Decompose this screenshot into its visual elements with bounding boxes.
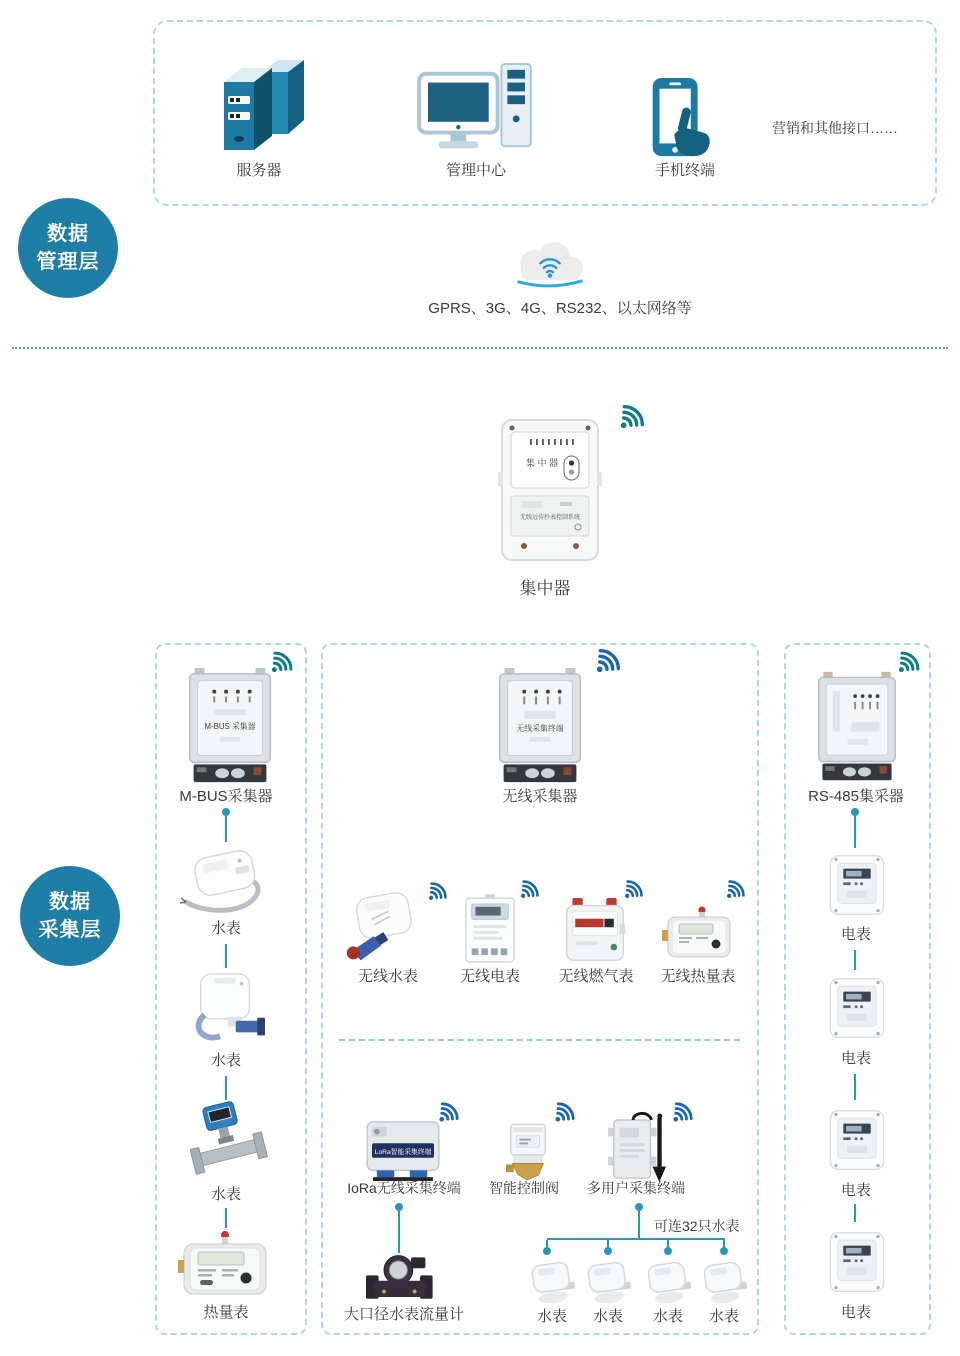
large-flow-meter-device [362,1252,442,1306]
water-meter-label: 水表 [210,1186,241,1203]
small-water-meter-device [527,1256,577,1308]
electric-meter-device [825,850,889,922]
connector-line [854,816,856,848]
connector-dot [635,1203,643,1211]
multi-user-terminal-label: 多用户采集终端 [587,1180,685,1196]
connector-line [854,1074,856,1100]
water-meter-device [184,970,268,1048]
connector-line [225,1076,227,1100]
wifi-icon [548,1100,578,1128]
small-water-meter-label: 水表 [592,1308,623,1325]
connector-dot [543,1247,551,1255]
electric-meter-device [825,1226,889,1300]
small-water-meter-device [699,1256,749,1308]
wifi-icon [720,878,748,904]
connector-dot [720,1247,728,1255]
connector-dot [395,1203,403,1211]
server-icon [212,50,308,162]
other-interfaces-note: 营销和其他接口…… [772,120,898,136]
wifi-icon [588,646,624,680]
server-label: 服务器 [236,162,282,179]
electric-meter-device [825,972,889,1046]
wifi-icon [432,1100,462,1128]
connector-line [854,1204,856,1222]
small-water-meter-label: 水表 [708,1308,739,1325]
connector-line [225,1208,227,1228]
wireless-collector-device [494,666,586,786]
heat-meter-device [178,1230,272,1300]
mbus-collector-label: M-BUS采集器 [179,788,273,805]
smart-valve-device [506,1122,550,1184]
wireless-water-meter-device [344,888,422,964]
management-center-label: 管理中心 [445,162,506,179]
small-water-meter-label: 水表 [652,1308,683,1325]
multi-user-terminal-device [606,1112,668,1186]
small-water-meter-label: 水表 [536,1308,567,1325]
badge-line2: 采集层 [38,919,102,941]
svg-text:LoRa智能采集终端: LoRa智能采集终端 [374,1148,432,1156]
connector-line [225,816,227,842]
smart-valve-label: 智能控制阀 [489,1180,559,1196]
network-label: GPRS、3G、4G、RS232、以太网络等 [428,300,692,317]
inner-separator-line [339,1039,740,1041]
wireless-water-meter-label: 无线水表 [357,968,418,985]
connector-line [225,944,227,968]
connector-line [547,1238,725,1240]
large-flow-meter-label: 大口径水表流量计 [343,1306,464,1323]
flow-instrument-device [182,1102,268,1186]
lora-terminal-device [364,1120,442,1182]
electric-meter-label: 电表 [840,1182,871,1199]
wifi-icon [514,878,542,904]
badge-line2: 管理层 [36,251,100,273]
connector-line [854,950,856,970]
wireless-collector-label: 无线采集器 [502,788,578,805]
rs485-collector-label: RS-485集采器 [808,788,904,805]
wifi-icon [666,1100,696,1128]
mobile-phone-label: 手机终端 [654,162,715,179]
connector-line [638,1211,640,1239]
lora-terminal-label: IoRa无线采集终端 [347,1180,461,1196]
wireless-heat-meter-device [662,906,734,964]
connector-dot [664,1247,672,1255]
svg-text:无线远传抄表控制系统: 无线远传抄表控制系统 [519,515,581,521]
electric-meter-label: 电表 [840,1050,871,1067]
concentrator-label: 集中器 [519,579,571,598]
layer-separator-line [12,347,948,349]
water-meter-cable-device [180,844,270,918]
svg-text:集 中 器: 集 中 器 [525,458,559,468]
electric-meter-label: 电表 [840,1304,871,1321]
connector-dot [222,808,230,816]
small-water-meter-device [643,1256,693,1308]
mbus-collector-device [184,666,276,786]
connector-line [398,1211,400,1253]
branch-capacity-note: 可连32只水表 [654,1218,740,1234]
connector-dot [604,1247,612,1255]
rs485-collector-device [814,668,900,786]
wireless-electric-meter-label: 无线电表 [459,968,520,985]
concentrator-device [498,414,602,566]
wireless-gas-meter-device [564,898,626,964]
management-layer-badge [18,198,118,298]
heat-meter-label: 热量表 [203,1304,249,1321]
water-meter-label: 水表 [210,1052,241,1069]
water-meter-label: 水表 [210,920,241,937]
wifi-icon [612,402,648,436]
electric-meter-label: 电表 [840,926,871,943]
badge-line1: 数据 [49,891,91,913]
svg-text:M-BUS 采集器: M-BUS 采集器 [204,721,256,731]
wireless-gas-meter-label: 无线燃气表 [558,968,634,985]
electric-meter-device [825,1104,889,1178]
management-center-icon [416,62,536,160]
badge-line1: 数据 [47,223,89,245]
small-water-meter-device [583,1256,633,1308]
mobile-phone-icon [650,76,712,162]
connector-dot [851,808,859,816]
collection-layer-badge [20,866,120,966]
network-cloud-icon [506,236,594,294]
wireless-electric-meter-device [462,894,518,966]
wifi-icon [618,878,646,904]
svg-text:无线采集终端: 无线采集终端 [516,723,564,733]
wireless-heat-meter-label: 无线热量表 [660,968,736,985]
wifi-icon [422,880,450,906]
